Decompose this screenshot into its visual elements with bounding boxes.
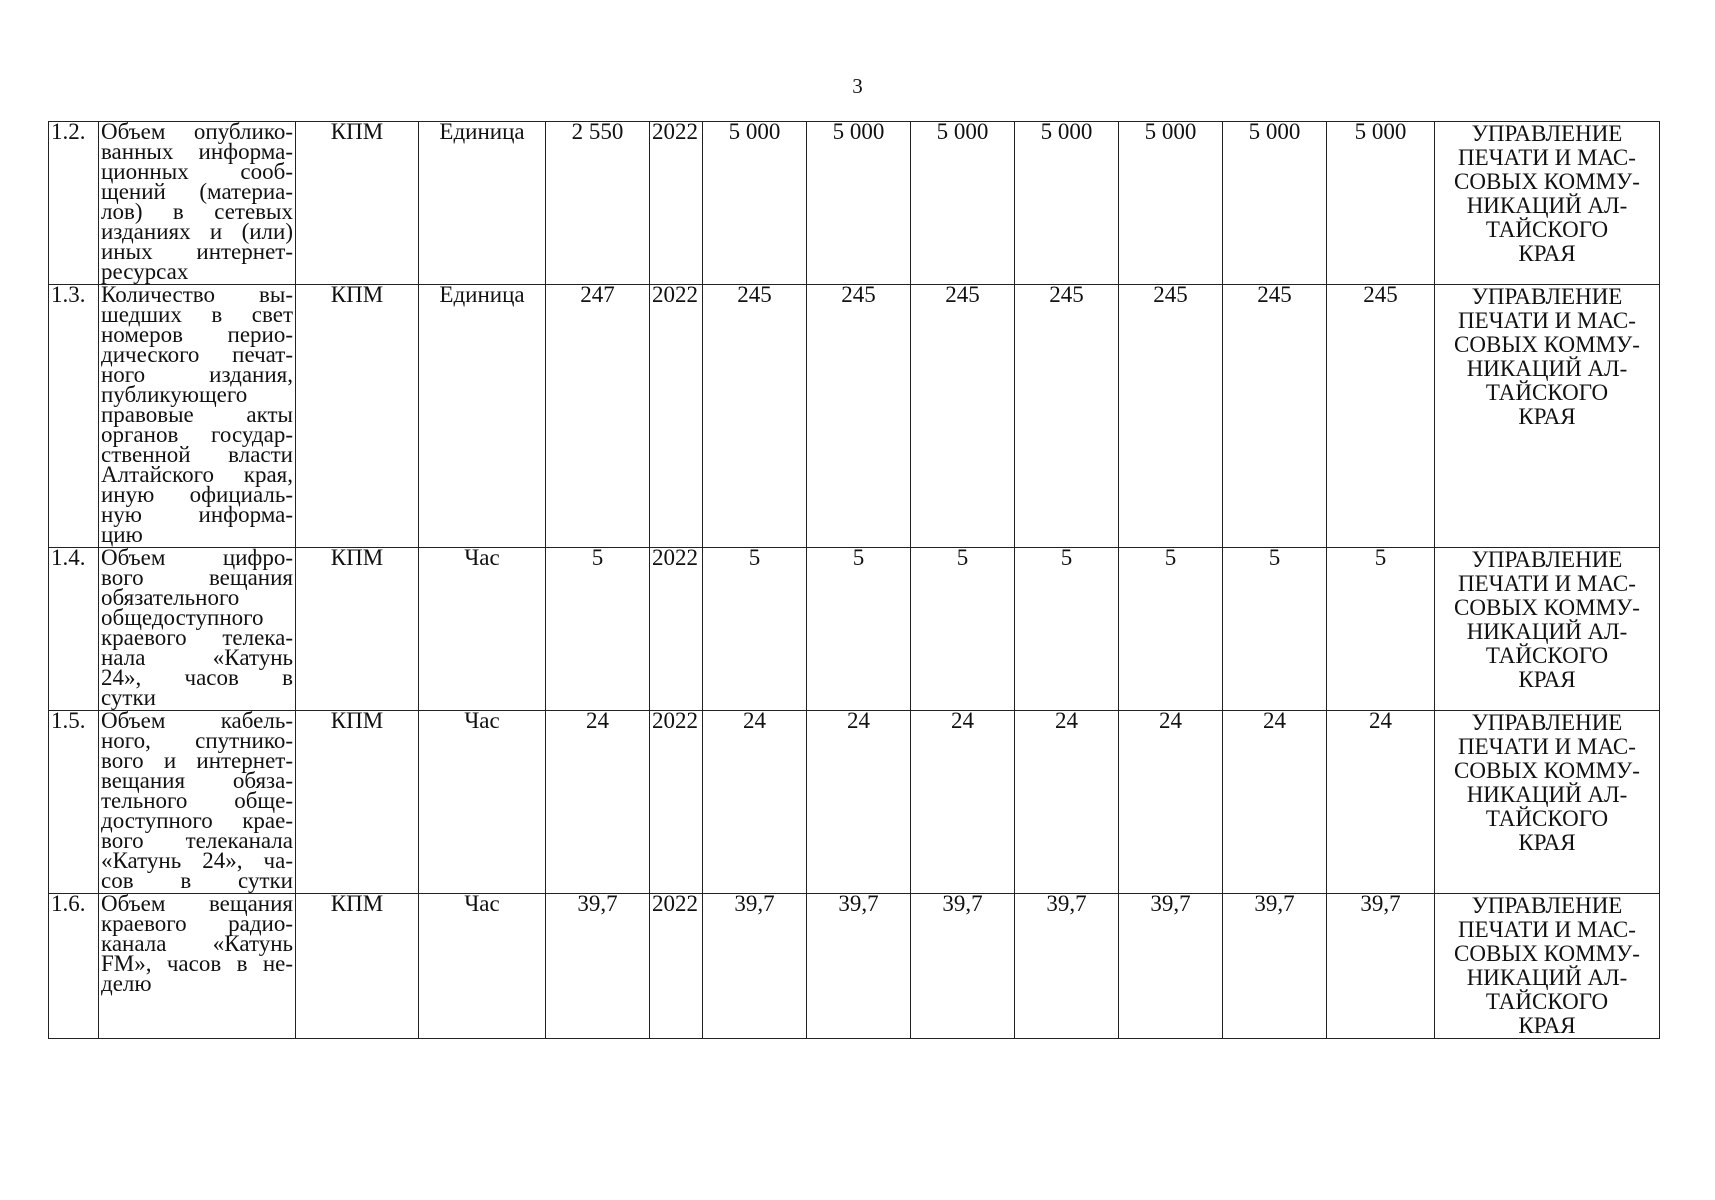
indicator-name-line: нала «Катунь — [101, 645, 293, 670]
unit-cell: Единица — [419, 122, 546, 285]
indicator-name-line: 24», часов в — [101, 665, 293, 690]
responsible-line: ПЕЧАТИ И МАС- — [1458, 571, 1636, 596]
target-value-cell: 5 000 — [911, 122, 1015, 285]
unit-cell: Единица — [419, 285, 546, 548]
indicator-name-line: общедоступного — [101, 605, 264, 630]
target-value-cell: 24 — [807, 711, 911, 894]
responsible-line: УПРАВЛЕНИЕ — [1471, 547, 1623, 572]
responsible-line: НИКАЦИЙ АЛ- — [1466, 193, 1628, 218]
responsible-line: УПРАВЛЕНИЕ — [1471, 893, 1623, 918]
indicator-name-line: Объем цифро- — [101, 547, 293, 570]
indicator-name-line: органов государ- — [101, 422, 293, 447]
indicator-name-line: цию — [101, 522, 143, 547]
indicator-name-line: номеров перио- — [101, 322, 293, 347]
indicator-name-line: ванных информа- — [101, 139, 293, 164]
target-value-cell: 24 — [1327, 711, 1435, 894]
responsible-line: НИКАЦИЙ АЛ- — [1466, 782, 1628, 807]
row-number: 1.4. — [49, 548, 99, 711]
indicator-name — [99, 548, 296, 711]
indicator-name-line: тельного обще- — [101, 788, 293, 813]
row-number: 1.5. — [49, 711, 99, 894]
target-value-cell: 24 — [1119, 711, 1223, 894]
responsible-line: ТАЙСКОГО — [1485, 217, 1609, 242]
indicator-name-line: ного издания, — [101, 362, 293, 387]
responsible-line: КРАЯ — [1518, 241, 1576, 266]
target-value-cell: 24 — [911, 711, 1015, 894]
target-value-cell: 5 — [1015, 548, 1119, 711]
indicator-name — [99, 894, 296, 1039]
indicator-name-line: доступного крае- — [101, 808, 293, 833]
indicator-name-line: «Катунь 24», ча- — [101, 848, 293, 873]
target-value-cell: 245 — [1223, 285, 1327, 548]
indicator-name-line: FM», часов в не- — [101, 951, 293, 976]
target-value-cell: 39,7 — [1119, 894, 1223, 1039]
indicator-name-line: лов) в сетевых — [101, 199, 293, 224]
indicators-table — [48, 121, 1660, 1039]
target-value-cell: 245 — [807, 285, 911, 548]
target-value-cell: 5 — [1119, 548, 1223, 711]
indicator-name-line: ционных сооб- — [101, 159, 293, 184]
unit-cell: Час — [419, 711, 546, 894]
table-row — [49, 285, 1660, 548]
target-value-cell: 39,7 — [1327, 894, 1435, 1039]
table-row — [49, 122, 1660, 285]
indicator-name-line: сутки — [101, 685, 156, 710]
base-value-cell: 2 550 — [546, 122, 650, 285]
target-value-cell: 24 — [703, 711, 807, 894]
target-value-cell: 5 — [703, 548, 807, 711]
base-year-cell: 2022 — [650, 894, 703, 1039]
table-row — [49, 894, 1660, 1039]
responsible-cell — [1435, 548, 1660, 711]
responsible-line: ТАЙСКОГО — [1485, 806, 1609, 831]
indicator-name-line: краевого радио- — [101, 911, 293, 936]
row-number: 1.6. — [49, 894, 99, 1039]
responsible-line: ПЕЧАТИ И МАС- — [1458, 734, 1636, 759]
target-value-cell: 39,7 — [703, 894, 807, 1039]
indicator-name-line: краевого телека- — [101, 625, 293, 650]
page-number: 3 — [852, 74, 863, 98]
target-value-cell: 245 — [703, 285, 807, 548]
base-value-cell: 39,7 — [546, 894, 650, 1039]
unit-cell: Час — [419, 894, 546, 1039]
responsible-line: ПЕЧАТИ И МАС- — [1458, 145, 1636, 170]
responsible-cell — [1435, 285, 1660, 548]
base-year-cell: 2022 — [650, 122, 703, 285]
table-row — [49, 711, 1660, 894]
target-value-cell: 245 — [1119, 285, 1223, 548]
responsible-line: ТАЙСКОГО — [1485, 989, 1609, 1014]
responsible-cell — [1435, 894, 1660, 1039]
indicator-name — [99, 711, 296, 894]
responsible-line: КРАЯ — [1518, 830, 1576, 855]
target-value-cell: 245 — [1327, 285, 1435, 548]
indicator-name-line: ресурсах — [101, 259, 189, 284]
indicator-name-line: канала «Катунь — [101, 931, 293, 956]
target-value-cell: 39,7 — [911, 894, 1015, 1039]
indicator-name-line: Объем вещания — [101, 893, 293, 916]
indicator-name-line: вого вещания — [101, 565, 293, 590]
target-value-cell: 5 — [807, 548, 911, 711]
indicator-name-line: ную информа- — [101, 502, 293, 527]
indicator-name-line: обязательного — [101, 585, 240, 610]
responsible-line: СОВЫХ КОММУ- — [1454, 595, 1640, 620]
indicator-name-line: изданиях и (или) — [101, 219, 293, 244]
responsible-cell — [1435, 122, 1660, 285]
indicator-name-line: Объем кабель- — [101, 710, 293, 733]
responsible-line: УПРАВЛЕНИЕ — [1471, 284, 1623, 309]
base-year-cell: 2022 — [650, 548, 703, 711]
responsible-line: КРАЯ — [1518, 1013, 1576, 1038]
responsible-line: НИКАЦИЙ АЛ- — [1466, 356, 1628, 381]
responsible-line: СОВЫХ КОММУ- — [1454, 169, 1640, 194]
responsible-line: УПРАВЛЕНИЕ — [1471, 710, 1623, 735]
target-value-cell: 5 — [1327, 548, 1435, 711]
indicator-name-line: вещания обяза- — [101, 768, 293, 793]
indicator-name-line: шедших в свет — [101, 302, 293, 327]
target-value-cell: 24 — [1223, 711, 1327, 894]
responsible-line: НИКАЦИЙ АЛ- — [1466, 965, 1628, 990]
responsible-line: ПЕЧАТИ И МАС- — [1458, 917, 1636, 942]
source-cell: КПМ — [296, 894, 419, 1039]
base-value-cell: 5 — [546, 548, 650, 711]
target-value-cell: 5 000 — [1015, 122, 1119, 285]
responsible-line: УПРАВЛЕНИЕ — [1471, 121, 1623, 146]
indicator-name-line: сов в сутки — [101, 868, 293, 893]
target-value-cell: 39,7 — [1015, 894, 1119, 1039]
indicator-name-line: Количество вы- — [101, 284, 293, 307]
target-value-cell: 24 — [1015, 711, 1119, 894]
target-value-cell: 5 000 — [1223, 122, 1327, 285]
unit-cell: Час — [419, 548, 546, 711]
indicator-name-line: Алтайского края, — [101, 462, 293, 487]
target-value-cell: 5 — [1223, 548, 1327, 711]
responsible-line: ТАЙСКОГО — [1485, 643, 1609, 668]
target-value-cell: 5 000 — [807, 122, 911, 285]
responsible-cell — [1435, 711, 1660, 894]
indicator-name-line: публикующего — [101, 382, 248, 407]
responsible-line: КРАЯ — [1518, 404, 1576, 429]
indicator-name-line: вого и интернет- — [101, 748, 293, 773]
target-value-cell: 5 — [911, 548, 1015, 711]
indicator-name-line: вого телеканала — [101, 828, 293, 853]
target-value-cell: 245 — [1015, 285, 1119, 548]
responsible-line: КРАЯ — [1518, 667, 1576, 692]
indicator-name-line: ственной власти — [101, 442, 293, 467]
indicator-name-line: иную официаль- — [101, 482, 293, 507]
responsible-line: СОВЫХ КОММУ- — [1454, 332, 1640, 357]
target-value-cell: 245 — [911, 285, 1015, 548]
source-cell: КПМ — [296, 285, 419, 548]
source-cell: КПМ — [296, 122, 419, 285]
indicator-name-line: правовые акты — [101, 402, 293, 427]
indicator-name-line: ного, спутнико- — [101, 728, 293, 753]
table-row — [49, 548, 1660, 711]
indicator-name-line: щений (материа- — [101, 179, 293, 204]
responsible-line: ПЕЧАТИ И МАС- — [1458, 308, 1636, 333]
indicator-name-line: дического печат- — [101, 342, 293, 367]
target-value-cell: 5 000 — [1327, 122, 1435, 285]
base-year-cell: 2022 — [650, 285, 703, 548]
target-value-cell: 5 000 — [703, 122, 807, 285]
row-number: 1.3. — [49, 285, 99, 548]
responsible-line: НИКАЦИЙ АЛ- — [1466, 619, 1628, 644]
responsible-line: СОВЫХ КОММУ- — [1454, 941, 1640, 966]
row-number: 1.2. — [49, 122, 99, 285]
indicator-name — [99, 285, 296, 548]
base-value-cell: 24 — [546, 711, 650, 894]
target-value-cell: 5 000 — [1119, 122, 1223, 285]
base-value-cell: 247 — [546, 285, 650, 548]
source-cell: КПМ — [296, 711, 419, 894]
source-cell: КПМ — [296, 548, 419, 711]
target-value-cell: 39,7 — [1223, 894, 1327, 1039]
responsible-line: СОВЫХ КОММУ- — [1454, 758, 1640, 783]
indicator-name-line: иных интернет- — [101, 239, 293, 264]
responsible-line: ТАЙСКОГО — [1485, 380, 1609, 405]
indicator-name-line: Объем опублико- — [101, 121, 293, 144]
indicator-name — [99, 122, 296, 285]
target-value-cell: 39,7 — [807, 894, 911, 1039]
indicator-name-line: делю — [101, 971, 152, 996]
base-year-cell: 2022 — [650, 711, 703, 894]
